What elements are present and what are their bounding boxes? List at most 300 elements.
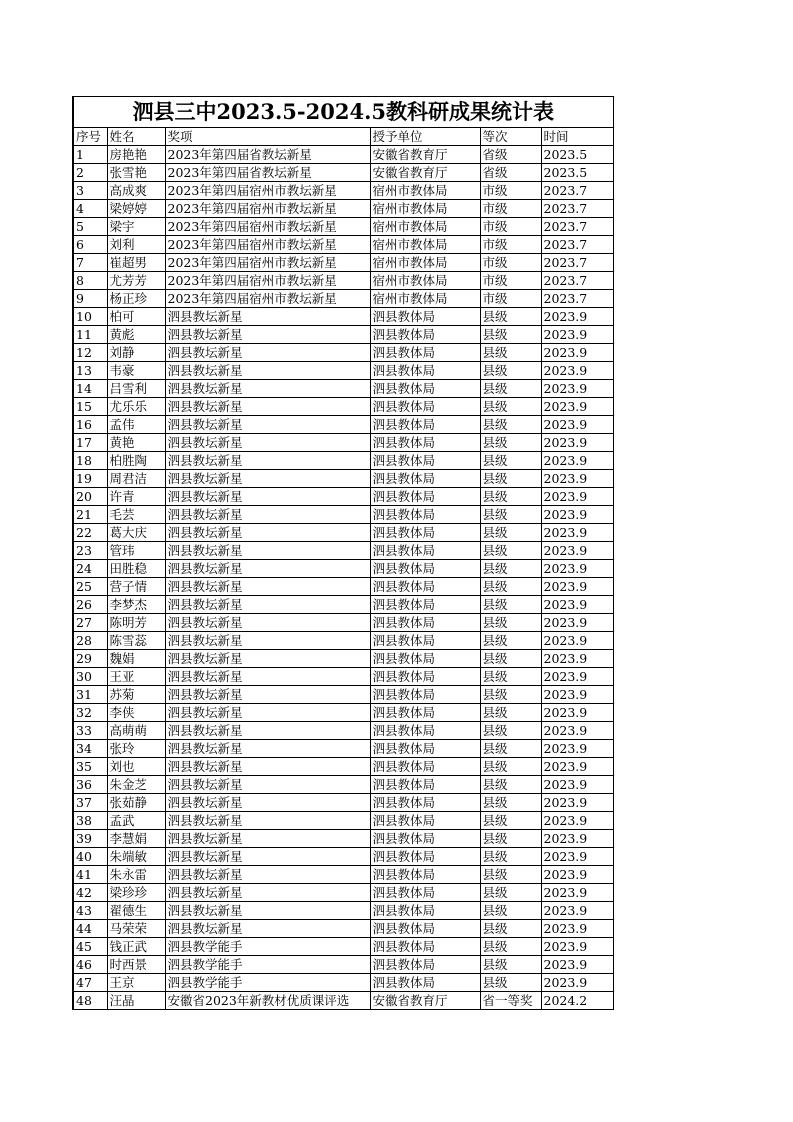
name-cell: 孟武 [107, 812, 165, 830]
level-cell: 县级 [480, 560, 541, 578]
index-cell: 23 [73, 542, 107, 560]
date-cell: 2023.9 [541, 812, 613, 830]
date-cell: 2023.9 [541, 362, 613, 380]
date-cell: 2023.7 [541, 236, 613, 254]
index-cell: 4 [73, 200, 107, 218]
issuer-cell: 泗县教体局 [370, 722, 480, 740]
table-row [73, 524, 613, 542]
level-cell: 县级 [480, 470, 541, 488]
name-cell: 韦豪 [107, 362, 165, 380]
index-cell: 40 [73, 848, 107, 866]
name-cell: 朱永雷 [107, 866, 165, 884]
index-cell: 19 [73, 470, 107, 488]
name-cell: 李梦杰 [107, 596, 165, 614]
level-cell: 县级 [480, 614, 541, 632]
date-cell: 2023.9 [541, 542, 613, 560]
issuer-cell: 泗县教体局 [370, 434, 480, 452]
date-cell: 2023.9 [541, 974, 613, 992]
level-cell: 县级 [480, 398, 541, 416]
issuer-cell: 泗县教体局 [370, 308, 480, 326]
index-cell: 13 [73, 362, 107, 380]
issuer-cell: 泗县教体局 [370, 902, 480, 920]
award-cell: 2023年第四届省教坛新星 [165, 146, 370, 164]
index-cell: 33 [73, 722, 107, 740]
issuer-cell: 泗县教体局 [370, 812, 480, 830]
level-cell: 县级 [480, 902, 541, 920]
index-cell: 11 [73, 326, 107, 344]
table-row [73, 272, 613, 290]
issuer-cell: 泗县教体局 [370, 776, 480, 794]
index-cell: 41 [73, 866, 107, 884]
issuer-cell: 泗县教体局 [370, 884, 480, 902]
table-row [73, 200, 613, 218]
name-cell: 尤乐乐 [107, 398, 165, 416]
award-cell: 泗县教坛新星 [165, 668, 370, 686]
award-cell: 泗县教坛新星 [165, 704, 370, 722]
award-cell: 泗县教坛新星 [165, 848, 370, 866]
name-cell: 高成爽 [107, 182, 165, 200]
date-cell: 2023.9 [541, 416, 613, 434]
award-cell: 泗县教坛新星 [165, 434, 370, 452]
date-cell: 2023.9 [541, 686, 613, 704]
issuer-cell: 泗县教体局 [370, 506, 480, 524]
award-cell: 泗县教坛新星 [165, 416, 370, 434]
issuer-cell: 泗县教体局 [370, 938, 480, 956]
date-cell: 2023.9 [541, 506, 613, 524]
issuer-cell: 泗县教体局 [370, 524, 480, 542]
level-cell: 市级 [480, 182, 541, 200]
level-cell: 县级 [480, 416, 541, 434]
issuer-cell: 安徽省教育厅 [370, 992, 480, 1010]
level-cell: 县级 [480, 956, 541, 974]
level-cell: 县级 [480, 632, 541, 650]
award-cell: 2023年第四届宿州市教坛新星 [165, 236, 370, 254]
name-cell: 梁宇 [107, 218, 165, 236]
date-cell: 2023.9 [541, 902, 613, 920]
award-cell: 泗县教坛新星 [165, 740, 370, 758]
header-col-name: 姓名 [107, 128, 165, 146]
name-cell: 田胜稳 [107, 560, 165, 578]
issuer-cell: 泗县教体局 [370, 758, 480, 776]
award-cell: 泗县教坛新星 [165, 758, 370, 776]
table-row [73, 812, 613, 830]
issuer-cell: 泗县教体局 [370, 398, 480, 416]
issuer-cell: 泗县教体局 [370, 704, 480, 722]
name-cell: 营子情 [107, 578, 165, 596]
issuer-cell: 泗县教体局 [370, 380, 480, 398]
index-cell: 2 [73, 164, 107, 182]
date-cell: 2023.9 [541, 452, 613, 470]
date-cell: 2023.9 [541, 632, 613, 650]
table-row [73, 164, 613, 182]
name-cell: 梁珍珍 [107, 884, 165, 902]
level-cell: 县级 [480, 866, 541, 884]
index-cell: 24 [73, 560, 107, 578]
index-cell: 17 [73, 434, 107, 452]
date-cell: 2023.7 [541, 182, 613, 200]
name-cell: 黄艳 [107, 434, 165, 452]
index-cell: 31 [73, 686, 107, 704]
table-row [73, 542, 613, 560]
issuer-cell: 安徽省教育厅 [370, 146, 480, 164]
issuer-cell: 宿州市教体局 [370, 290, 480, 308]
table-row [73, 290, 613, 308]
issuer-cell: 泗县教体局 [370, 956, 480, 974]
issuer-cell: 泗县教体局 [370, 830, 480, 848]
issuer-cell: 泗县教体局 [370, 614, 480, 632]
index-cell: 46 [73, 956, 107, 974]
date-cell: 2023.9 [541, 326, 613, 344]
index-cell: 9 [73, 290, 107, 308]
date-cell: 2023.5 [541, 146, 613, 164]
index-cell: 14 [73, 380, 107, 398]
index-cell: 26 [73, 596, 107, 614]
award-cell: 泗县教坛新星 [165, 506, 370, 524]
index-cell: 1 [73, 146, 107, 164]
level-cell: 省一等奖 [480, 992, 541, 1010]
award-cell: 2023年第四届省教坛新星 [165, 164, 370, 182]
table-row [73, 686, 613, 704]
level-cell: 县级 [480, 830, 541, 848]
index-cell: 5 [73, 218, 107, 236]
date-cell: 2023.9 [541, 956, 613, 974]
name-cell: 汪晶 [107, 992, 165, 1010]
name-cell: 孟伟 [107, 416, 165, 434]
date-cell: 2023.9 [541, 920, 613, 938]
name-cell: 张茹静 [107, 794, 165, 812]
index-cell: 48 [73, 992, 107, 1010]
table-row [73, 344, 613, 362]
index-cell: 25 [73, 578, 107, 596]
index-cell: 47 [73, 974, 107, 992]
header-col-award: 奖项 [165, 128, 370, 146]
name-cell: 陈雪蕊 [107, 632, 165, 650]
name-cell: 梁婷婷 [107, 200, 165, 218]
table-row [73, 506, 613, 524]
date-cell: 2024.2 [541, 992, 613, 1010]
issuer-cell: 泗县教体局 [370, 866, 480, 884]
name-cell: 时西景 [107, 956, 165, 974]
index-cell: 44 [73, 920, 107, 938]
name-cell: 许青 [107, 488, 165, 506]
award-cell: 泗县教坛新星 [165, 776, 370, 794]
level-cell: 县级 [480, 434, 541, 452]
award-cell: 泗县教坛新星 [165, 488, 370, 506]
date-cell: 2023.9 [541, 470, 613, 488]
date-cell: 2023.9 [541, 344, 613, 362]
issuer-cell: 泗县教体局 [370, 470, 480, 488]
table-row [73, 254, 613, 272]
table-row [73, 920, 613, 938]
name-cell: 魏娟 [107, 650, 165, 668]
issuer-cell: 泗县教体局 [370, 794, 480, 812]
date-cell: 2023.9 [541, 434, 613, 452]
table-row [73, 668, 613, 686]
award-cell: 泗县教坛新星 [165, 884, 370, 902]
level-cell: 县级 [480, 380, 541, 398]
index-cell: 27 [73, 614, 107, 632]
index-cell: 29 [73, 650, 107, 668]
issuer-cell: 泗县教体局 [370, 560, 480, 578]
name-cell: 尤芳芳 [107, 272, 165, 290]
date-cell: 2023.9 [541, 398, 613, 416]
award-cell: 泗县教坛新星 [165, 524, 370, 542]
date-cell: 2023.7 [541, 254, 613, 272]
header-col-index: 序号 [73, 128, 107, 146]
award-cell: 泗县教学能手 [165, 938, 370, 956]
level-cell: 县级 [480, 596, 541, 614]
name-cell: 刘利 [107, 236, 165, 254]
index-cell: 22 [73, 524, 107, 542]
name-cell: 李慧娟 [107, 830, 165, 848]
table-row [73, 236, 613, 254]
issuer-cell: 泗县教体局 [370, 650, 480, 668]
name-cell: 朱端敏 [107, 848, 165, 866]
level-cell: 县级 [480, 308, 541, 326]
table-row [73, 992, 613, 1010]
index-cell: 15 [73, 398, 107, 416]
table-row [73, 578, 613, 596]
award-cell: 2023年第四届宿州市教坛新星 [165, 200, 370, 218]
award-cell: 泗县教坛新星 [165, 362, 370, 380]
issuer-cell: 泗县教体局 [370, 326, 480, 344]
index-cell: 42 [73, 884, 107, 902]
award-cell: 泗县教坛新星 [165, 902, 370, 920]
table-row [73, 398, 613, 416]
award-cell: 泗县教坛新星 [165, 812, 370, 830]
award-cell: 泗县教坛新星 [165, 686, 370, 704]
table-row [73, 434, 613, 452]
level-cell: 县级 [480, 974, 541, 992]
name-cell: 陈明芳 [107, 614, 165, 632]
table-row [73, 470, 613, 488]
date-cell: 2023.9 [541, 308, 613, 326]
index-cell: 37 [73, 794, 107, 812]
name-cell: 崔超男 [107, 254, 165, 272]
index-cell: 6 [73, 236, 107, 254]
level-cell: 县级 [480, 884, 541, 902]
date-cell: 2023.7 [541, 272, 613, 290]
header-col-issuer: 授予单位 [370, 128, 480, 146]
level-cell: 市级 [480, 200, 541, 218]
index-cell: 32 [73, 704, 107, 722]
issuer-cell: 安徽省教育厅 [370, 164, 480, 182]
name-cell: 张玲 [107, 740, 165, 758]
index-cell: 34 [73, 740, 107, 758]
date-cell: 2023.9 [541, 758, 613, 776]
level-cell: 县级 [480, 740, 541, 758]
award-cell: 2023年第四届宿州市教坛新星 [165, 182, 370, 200]
issuer-cell: 宿州市教体局 [370, 182, 480, 200]
award-cell: 2023年第四届宿州市教坛新星 [165, 218, 370, 236]
award-cell: 泗县教坛新星 [165, 560, 370, 578]
index-cell: 21 [73, 506, 107, 524]
issuer-cell: 宿州市教体局 [370, 236, 480, 254]
award-cell: 2023年第四届宿州市教坛新星 [165, 272, 370, 290]
level-cell: 县级 [480, 758, 541, 776]
issuer-cell: 泗县教体局 [370, 452, 480, 470]
table-row [73, 560, 613, 578]
date-cell: 2023.9 [541, 614, 613, 632]
issuer-cell: 泗县教体局 [370, 488, 480, 506]
header-col-date: 时间 [541, 128, 613, 146]
award-cell: 泗县教学能手 [165, 956, 370, 974]
results-table [72, 96, 614, 1010]
date-cell: 2023.9 [541, 578, 613, 596]
name-cell: 马荣荣 [107, 920, 165, 938]
issuer-cell: 泗县教体局 [370, 974, 480, 992]
index-cell: 43 [73, 902, 107, 920]
table-row [73, 704, 613, 722]
table-row [73, 326, 613, 344]
name-cell: 房艳艳 [107, 146, 165, 164]
index-cell: 36 [73, 776, 107, 794]
award-cell: 泗县教坛新星 [165, 470, 370, 488]
date-cell: 2023.9 [541, 866, 613, 884]
level-cell: 县级 [480, 344, 541, 362]
date-cell: 2023.9 [541, 560, 613, 578]
name-cell: 刘也 [107, 758, 165, 776]
table-row [73, 218, 613, 236]
name-cell: 刘静 [107, 344, 165, 362]
award-cell: 2023年第四届宿州市教坛新星 [165, 290, 370, 308]
issuer-cell: 泗县教体局 [370, 920, 480, 938]
index-cell: 18 [73, 452, 107, 470]
date-cell: 2023.9 [541, 596, 613, 614]
award-cell: 安徽省2023年新教材优质课评选 [165, 992, 370, 1010]
level-cell: 县级 [480, 848, 541, 866]
level-cell: 市级 [480, 218, 541, 236]
table-row [73, 776, 613, 794]
name-cell: 王京 [107, 974, 165, 992]
index-cell: 38 [73, 812, 107, 830]
header-row [73, 128, 613, 146]
index-cell: 39 [73, 830, 107, 848]
table-row [73, 794, 613, 812]
name-cell: 苏菊 [107, 686, 165, 704]
table-row [73, 830, 613, 848]
name-cell: 吕雪利 [107, 380, 165, 398]
index-cell: 30 [73, 668, 107, 686]
level-cell: 市级 [480, 254, 541, 272]
level-cell: 县级 [480, 794, 541, 812]
award-cell: 泗县教坛新星 [165, 308, 370, 326]
date-cell: 2023.9 [541, 524, 613, 542]
issuer-cell: 泗县教体局 [370, 362, 480, 380]
table-row [73, 308, 613, 326]
level-cell: 县级 [480, 704, 541, 722]
name-cell: 柏可 [107, 308, 165, 326]
date-cell: 2023.9 [541, 488, 613, 506]
award-cell: 泗县教坛新星 [165, 830, 370, 848]
level-cell: 县级 [480, 488, 541, 506]
level-cell: 县级 [480, 452, 541, 470]
issuer-cell: 宿州市教体局 [370, 254, 480, 272]
level-cell: 市级 [480, 290, 541, 308]
table-row [73, 182, 613, 200]
level-cell: 县级 [480, 938, 541, 956]
award-cell: 泗县教坛新星 [165, 722, 370, 740]
date-cell: 2023.5 [541, 164, 613, 182]
name-cell: 钱正武 [107, 938, 165, 956]
award-cell: 泗县教坛新星 [165, 578, 370, 596]
award-cell: 泗县教坛新星 [165, 344, 370, 362]
issuer-cell: 泗县教体局 [370, 686, 480, 704]
date-cell: 2023.9 [541, 740, 613, 758]
name-cell: 毛芸 [107, 506, 165, 524]
name-cell: 朱金芝 [107, 776, 165, 794]
issuer-cell: 泗县教体局 [370, 632, 480, 650]
table-row [73, 902, 613, 920]
level-cell: 县级 [480, 650, 541, 668]
issuer-cell: 宿州市教体局 [370, 200, 480, 218]
date-cell: 2023.7 [541, 200, 613, 218]
name-cell: 李侠 [107, 704, 165, 722]
date-cell: 2023.9 [541, 776, 613, 794]
index-cell: 3 [73, 182, 107, 200]
table-row [73, 362, 613, 380]
issuer-cell: 泗县教体局 [370, 416, 480, 434]
index-cell: 20 [73, 488, 107, 506]
table-title: 泗县三中2023.5-2024.5教科研成果统计表 [73, 97, 613, 128]
issuer-cell: 泗县教体局 [370, 578, 480, 596]
level-cell: 县级 [480, 776, 541, 794]
award-cell: 2023年第四届宿州市教坛新星 [165, 254, 370, 272]
issuer-cell: 泗县教体局 [370, 542, 480, 560]
table-row [73, 452, 613, 470]
level-cell: 县级 [480, 362, 541, 380]
table-row [73, 758, 613, 776]
index-cell: 16 [73, 416, 107, 434]
table-row [73, 614, 613, 632]
table-row [73, 938, 613, 956]
date-cell: 2023.7 [541, 218, 613, 236]
award-cell: 泗县教坛新星 [165, 632, 370, 650]
spreadsheet-page [72, 96, 612, 1010]
issuer-cell: 泗县教体局 [370, 596, 480, 614]
date-cell: 2023.9 [541, 380, 613, 398]
table-row [73, 488, 613, 506]
date-cell: 2023.9 [541, 704, 613, 722]
award-cell: 泗县教坛新星 [165, 596, 370, 614]
header-col-level: 等次 [480, 128, 541, 146]
index-cell: 8 [73, 272, 107, 290]
level-cell: 县级 [480, 506, 541, 524]
award-cell: 泗县教坛新星 [165, 920, 370, 938]
table-row [73, 650, 613, 668]
table-row [73, 380, 613, 398]
table-row [73, 884, 613, 902]
date-cell: 2023.9 [541, 830, 613, 848]
issuer-cell: 泗县教体局 [370, 848, 480, 866]
award-cell: 泗县教坛新星 [165, 542, 370, 560]
issuer-cell: 宿州市教体局 [370, 272, 480, 290]
level-cell: 市级 [480, 236, 541, 254]
name-cell: 周君洁 [107, 470, 165, 488]
name-cell: 翟德生 [107, 902, 165, 920]
date-cell: 2023.9 [541, 650, 613, 668]
name-cell: 杨正珍 [107, 290, 165, 308]
level-cell: 县级 [480, 812, 541, 830]
level-cell: 县级 [480, 722, 541, 740]
name-cell: 管玮 [107, 542, 165, 560]
date-cell: 2023.9 [541, 884, 613, 902]
date-cell: 2023.9 [541, 794, 613, 812]
index-cell: 12 [73, 344, 107, 362]
index-cell: 10 [73, 308, 107, 326]
level-cell: 县级 [480, 686, 541, 704]
award-cell: 泗县教坛新星 [165, 452, 370, 470]
